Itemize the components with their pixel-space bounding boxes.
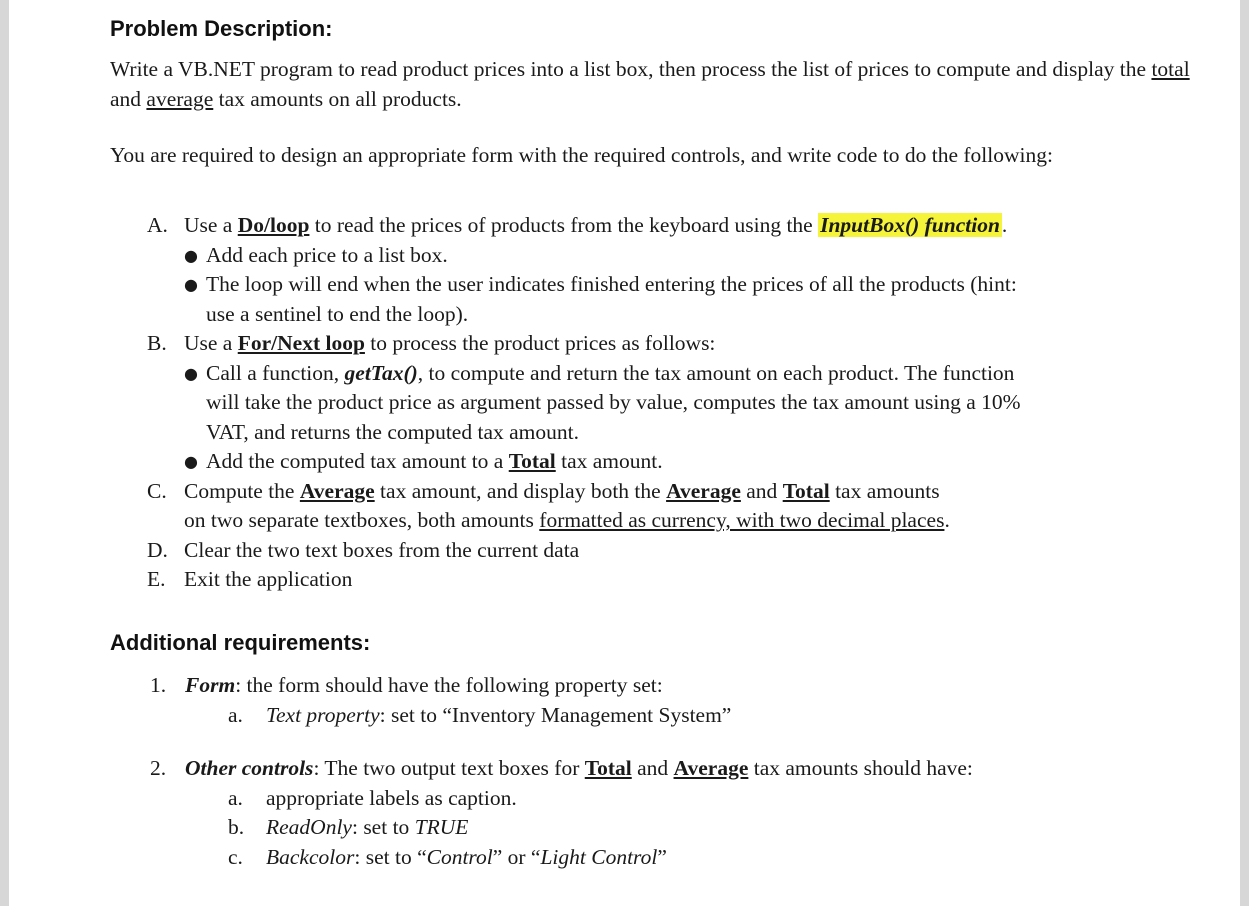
intro-text: Write a VB.NET program to read product prices into a list box, then process the list of prices to compute and display the bbox=[110, 57, 1152, 81]
task-c-marker: C. bbox=[147, 478, 167, 503]
requirement-2-sub-c: c. Backcolor: set to “Control” or “Light Control” bbox=[228, 844, 667, 869]
task-d-text: Clear the two text boxes from the current data bbox=[184, 537, 580, 562]
task-c bbox=[147, 477, 1177, 536]
task-e bbox=[147, 565, 1177, 595]
bullet-icon: ● bbox=[184, 245, 198, 265]
do-loop-term: Do/loop bbox=[237, 213, 310, 237]
intro-average: average bbox=[146, 86, 214, 111]
inputbox-highlight: InputBox() function bbox=[820, 213, 1000, 237]
gettax-term: getTax() bbox=[344, 360, 418, 385]
document-page bbox=[9, 0, 1240, 906]
bullet-icon: ● bbox=[184, 275, 198, 294]
task-d-marker: D. bbox=[147, 537, 168, 562]
intro-total: total bbox=[1151, 57, 1190, 81]
task-e-marker: E. bbox=[147, 567, 166, 591]
requirement-1: 1. Form: the form should have the following property set: a. Text property: set to “Inventory Management System” bbox=[150, 671, 1150, 730]
task-list bbox=[147, 211, 1177, 595]
requirements-paragraph: You are required to design an appropriate form with the required controls, and write code to do the following: bbox=[110, 143, 1053, 167]
task-b bbox=[147, 329, 1177, 359]
task-a bbox=[147, 211, 1177, 241]
requirement-2: 2. Other controls: The two output text boxes for Total and Average tax amounts should have: a. appropriate labels as caption. b. ReadOnly: set to TRUE c. Backcolor: set to “Control” or “Light Control” bbox=[150, 754, 1150, 872]
problem-heading: Problem Description: bbox=[110, 16, 333, 41]
intro-and: and bbox=[110, 86, 147, 111]
requirement-2-sub-a: a. appropriate labels as caption. bbox=[228, 785, 517, 810]
bullet-icon: ● bbox=[184, 363, 198, 383]
intro-paragraph bbox=[110, 55, 1210, 114]
task-d bbox=[147, 536, 1177, 566]
task-a-text: Use a Do/loop to read the prices of products from the keyboard using the InputBox() function. bbox=[184, 213, 1008, 237]
task-e-text: Exit the application bbox=[184, 567, 353, 591]
intro-text-end: tax amounts on all products. bbox=[213, 86, 462, 111]
task-a-marker: A. bbox=[147, 213, 168, 237]
task-b-marker: B. bbox=[147, 331, 167, 355]
task-b-text: Use a For/Next loop to process the product prices as follows: bbox=[184, 331, 716, 355]
for-next-term: For/Next loop bbox=[237, 331, 365, 355]
task-b-bullet-1: ● Call a function, getTax(), to compute and return the tax amount on each product. The function will take the product price as argument passed by value, computes the tax amount using a 10% VAT, and returns the computed tax amount. bbox=[184, 359, 1177, 448]
bullet-icon: ● bbox=[184, 452, 198, 471]
requirement-2-sub-b: b. ReadOnly: set to TRUE bbox=[228, 815, 469, 839]
requirement-1-sub-a: a. Text property: set to “Inventory Management System” bbox=[228, 702, 732, 727]
additional-heading: Additional requirements: bbox=[110, 630, 371, 655]
task-c-text: Compute the Average tax amount, and display both the Average and Total tax amounts on two separate textboxes, both amounts formatted as currency, with two decimal places. bbox=[184, 478, 950, 532]
task-a-bullet-1: ● Add each price to a list box. bbox=[184, 241, 1177, 271]
task-a-bullet-2: ● The loop will end when the user indicates finished entering the prices of all the products (hint: use a sentinel to end the loop). bbox=[184, 270, 1177, 329]
task-b-bullet-2: ● Add the computed tax amount to a Total tax amount. bbox=[184, 447, 1177, 477]
